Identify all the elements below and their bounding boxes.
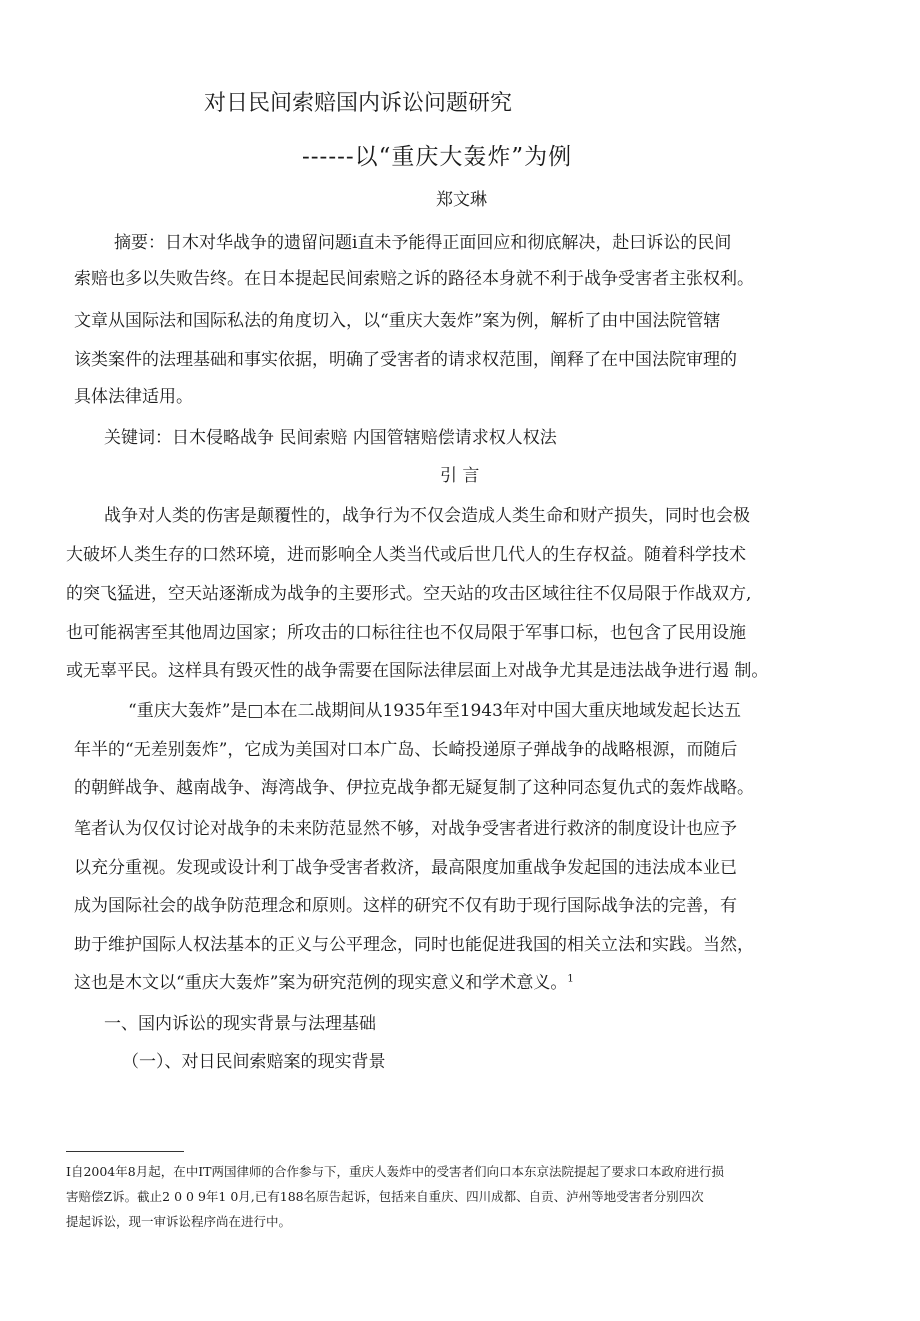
paragraph-line xyxy=(74,972,574,994)
abstract-line: 文章从国际法和国际私法的角度切入，以“重庆大轰炸”案为例，解析了由中国法院管辖 xyxy=(74,311,721,331)
keywords: 关键词：日木侵略战争 民间索赔 内国管辖赔偿请求权人权法 xyxy=(104,428,557,448)
paragraph-line: 也可能祸害至其他周边国家；所攻击的口标往往也不仅局限于军事口标，也包含了民用设施 xyxy=(66,623,746,643)
subsection-heading: （一）、对日民间索赔案的现实背景 xyxy=(122,1052,386,1072)
paragraph-line: “重庆大轰炸”是□本在二战期间从1935年至1943年对中国大重庆地域发起长达五 xyxy=(128,701,741,721)
paragraph-line: 战争对人类的伤害是颠覆性的，战争行为不仅会造成人类生命和财产损失，同时也会极 xyxy=(104,506,750,526)
abstract-line: 该类案件的法理基础和事实依据，明确了受害者的请求权范围，阐释了在中国法院审理的 xyxy=(74,350,737,370)
abstract-line: 摘要：日木对华战争的遗留问题i直未予能得正面回应和彻底解决，赴曰诉讼的民间 xyxy=(114,233,732,253)
footnote-line: I自2004年8月起，在中IT两国律师的合作参与下，重庆人轰炸中的受害者们向口本东京法院提起了要求口本政府进行损 xyxy=(66,1164,724,1179)
abstract-line: 索赔也多以失败告终。在日本提起民间索赔之诉的路径本身就不利于战争受害者主张权利。 xyxy=(74,269,754,289)
paragraph-line: 年半的“无差别轰炸”，它成为美国对口本广岛、长崎投递原子弹战争的战略根源，而随后 xyxy=(74,740,738,760)
paragraph-line: 大破坏人类生存的口然环境，进而影响全人类当代或后世几代人的生存权益。随着科学技术 xyxy=(66,545,746,565)
section-heading: 一、国内诉讼的现实背景与法理基础 xyxy=(104,1014,376,1034)
footnote-line: 提起诉讼，现一审诉讼程序尚在进行中。 xyxy=(66,1214,292,1229)
footnote-divider xyxy=(66,1151,184,1152)
document-title: 对日民间索赔国内诉讼问题研究 xyxy=(204,91,513,116)
footnote-reference[interactable]: 1 xyxy=(567,973,574,985)
intro-heading: 引 言 xyxy=(440,466,480,486)
paragraph-line: 助于维护国际人权法基本的正义与公平理念，同时也能促进我国的相关立法和实践。当然， xyxy=(74,935,754,955)
author-name: 郑文琳 xyxy=(436,190,487,210)
paragraph-line: 成为国际社会的战争防范理念和原则。这样的研究不仅有助于现行国际战争法的完善，有 xyxy=(74,896,737,916)
paragraph-line: 或无辜平民。这样具有毁灭性的战争需要在国际法律层面上对战争尤其是违法战争进行遏 制。 xyxy=(66,661,769,681)
paragraph-line: 笔者认为仅仅讨论对战争的未来防范显然不够，对战争受害者进行救济的制度设计也应予 xyxy=(74,819,737,839)
paragraph-line-text: 这也是木文以“重庆大轰炸”案为研究范例的现实意义和学术意义。 xyxy=(74,973,568,993)
paragraph-line: 的突飞猛进，空天站逐渐成为战争的主要形式。空天站的攻击区域往往不仅局限于作战双方, xyxy=(66,584,752,604)
document-subtitle: ------以“重庆大轰炸”为例 xyxy=(302,144,573,170)
paragraph-line: 以充分重视。发现或设计利丁战争受害者救济，最高限度加重战争发起国的违法成本业已 xyxy=(74,858,737,878)
paragraph-line: 的朝鲜战争、越南战争、海湾战争、伊拉克战争都无疑复制了这种同态复仇式的轰炸战略。 xyxy=(74,778,754,798)
abstract-line: 具体法律适用。 xyxy=(74,387,193,407)
footnote-line: 害赔偿Z诉。截止2 0 0 9年1 0月,已有188名原告起诉，包括来自重庆、四川成都、自贡、泸州等地受害者分别四次 xyxy=(66,1189,704,1204)
